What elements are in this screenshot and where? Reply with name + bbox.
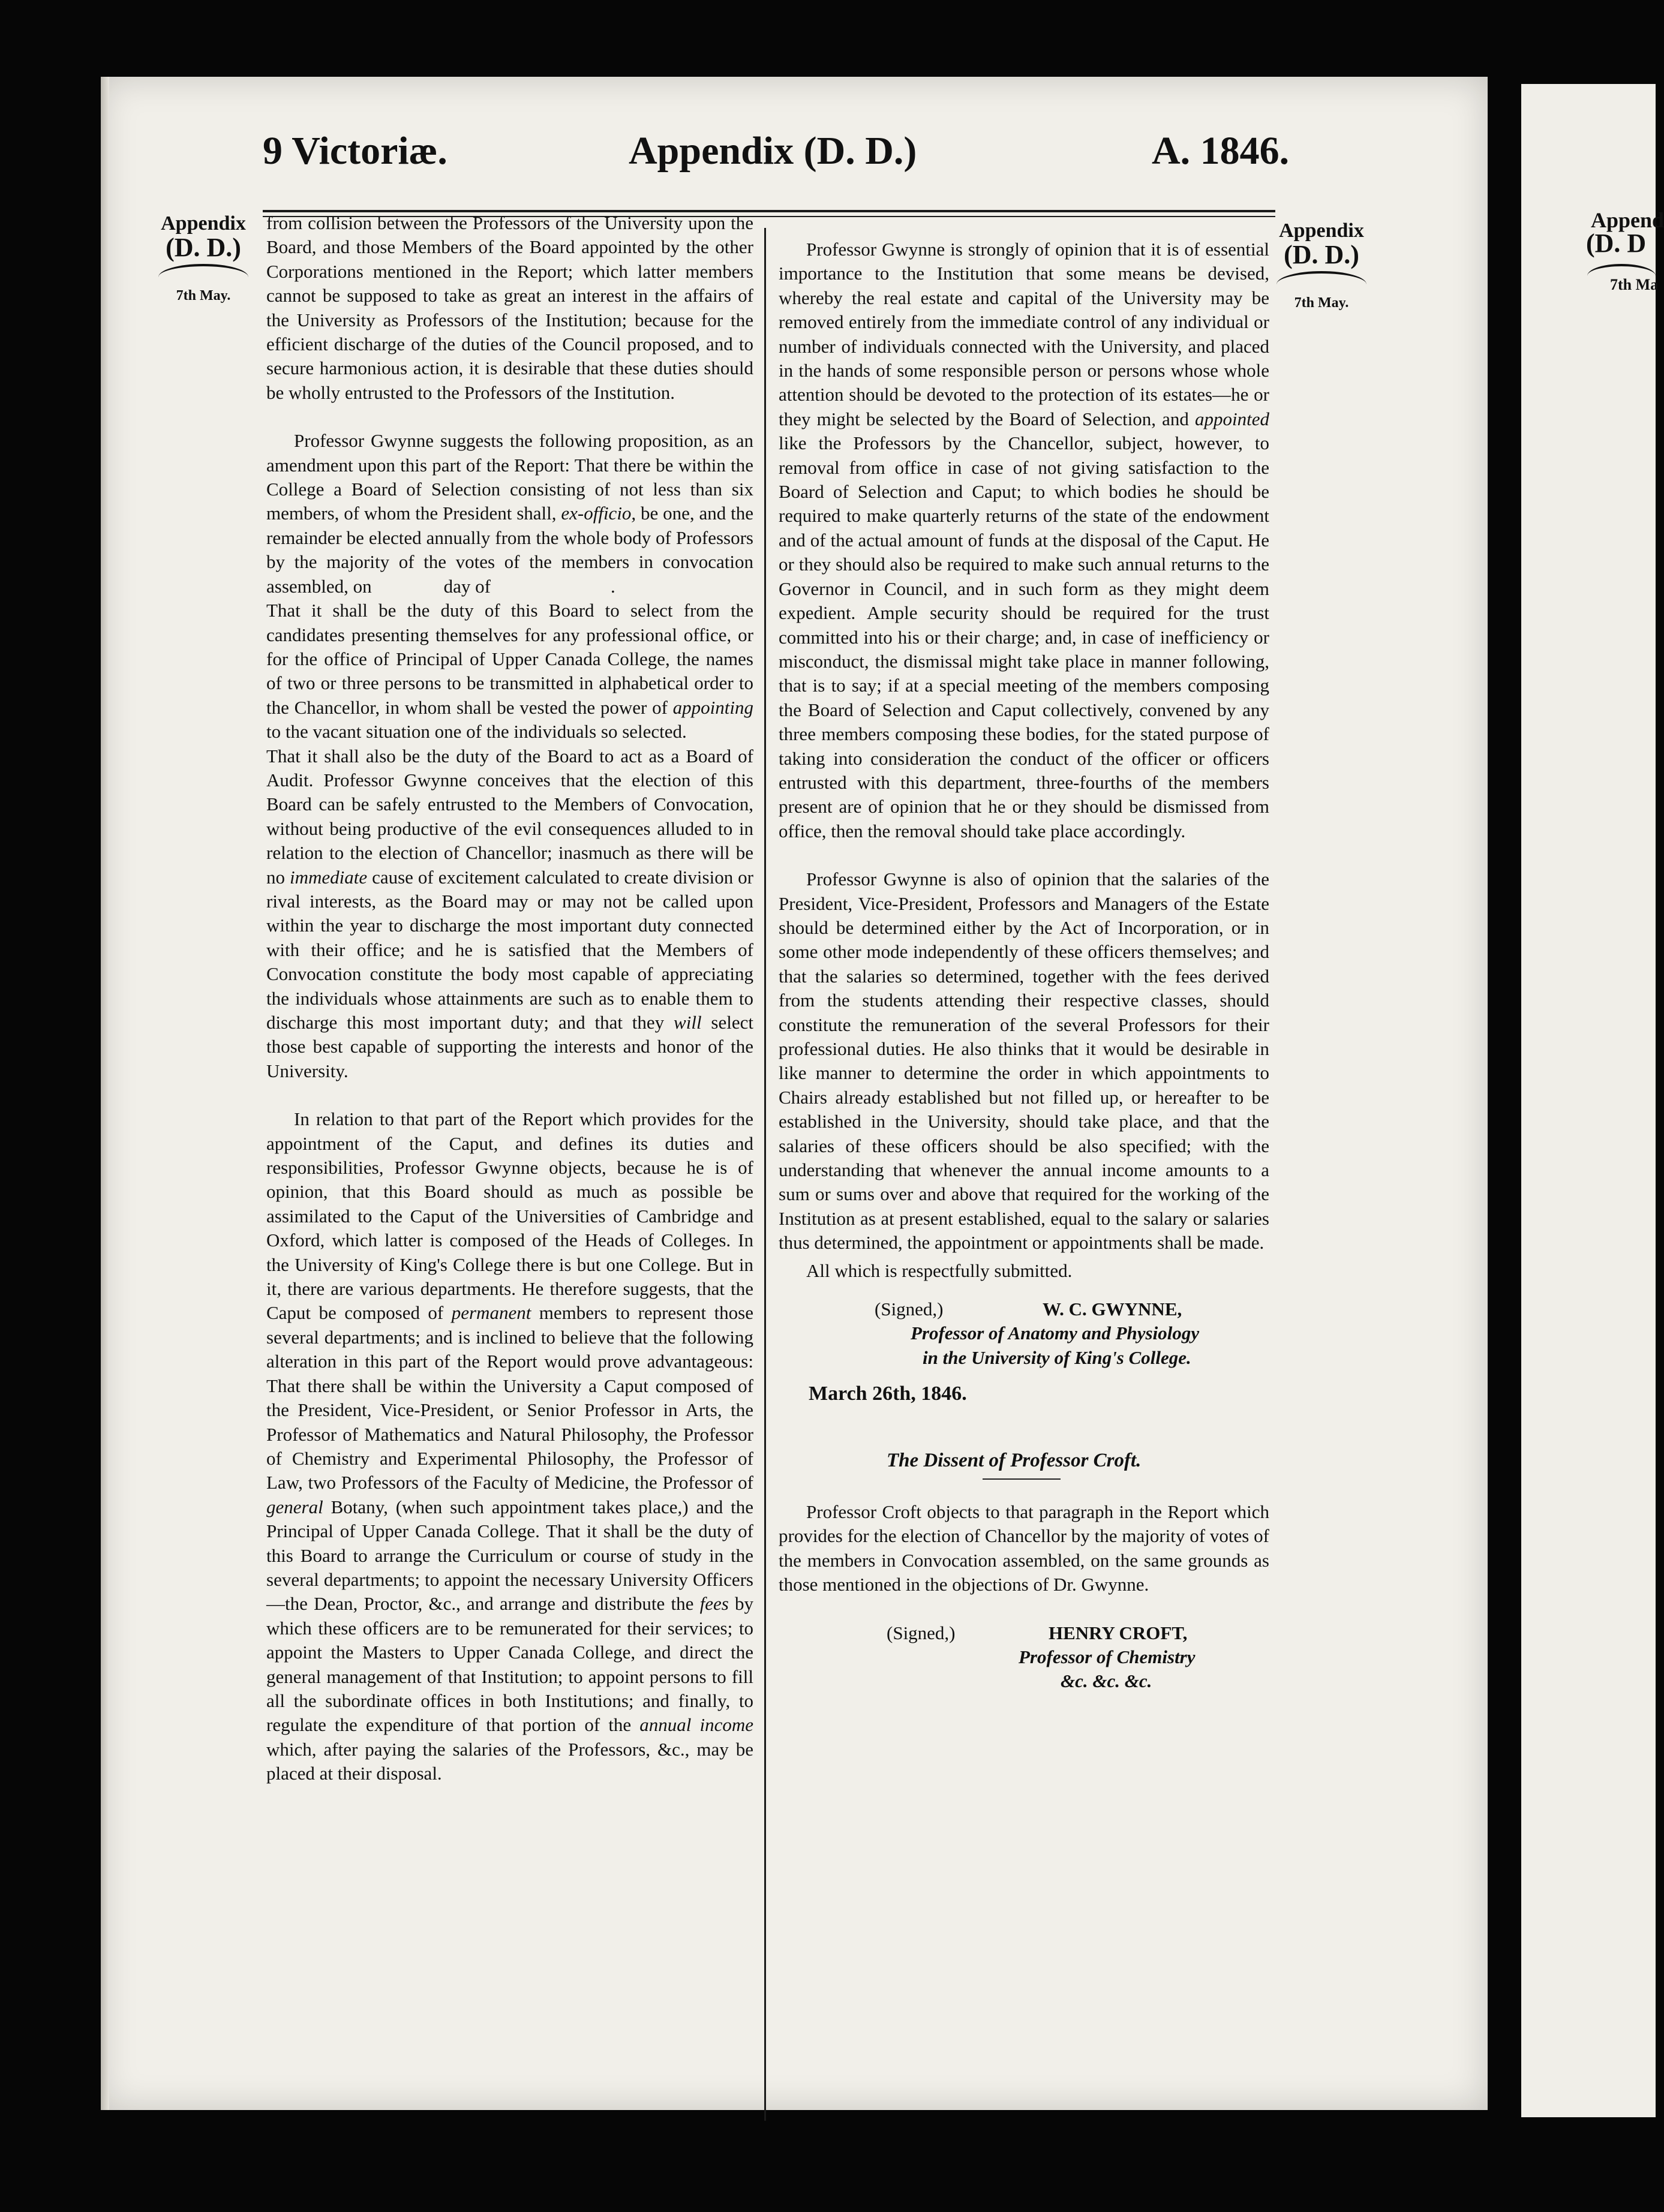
paragraph: Professor Gwynne is strongly of opinion that it is of essential importance to the Institution that some means be devised, whereby the real estate and capital of the University may be removed entirely from the immediate control of any individual or number of individuals connected with the University, and placed in the hands of some responsible person or persons whose whole attention should be devoted to the protection of its estates—he or they might be selected by the Board of Selection, and appointed like the Professors by the Chancellor, subject, however, to removal from office in case of not giving satisfaction to the Board of Selection and Caput; to which bodies he should be required to make quarterly returns of the state of the endowment and of the actual amount of funds at the disposal of the Caput. He or they should also be required to make such annual returns to the Governor in Council, and in such form as they might deem expedient. Ample security should be required for the trust committed into his or their charge; and, in case of inefficiency or misconduct, the dismissal might take place in manner following, that is to say; if at a special meeting of the members composing the Board of Selection and Caput collectively, convened by any three members composing these bodies, for the stated purpose of taking into consideration the conduct of the officer or officers entrusted with this department, three-fourths of the members present are of opinion that he or they should be dismissed from office, then the removal should take place accordingly. xyxy=(779,239,1269,841)
signature-title: in the University of King's College. xyxy=(923,1347,1191,1368)
brace-mark xyxy=(1587,264,1656,276)
margin-ref: (D. D.) xyxy=(166,233,241,262)
margin-date: 7th May. xyxy=(1294,295,1349,311)
heading-rule xyxy=(983,1478,1061,1480)
margin-label: Append xyxy=(1591,208,1664,232)
signature-title: Professor of Chemistry xyxy=(1019,1646,1196,1668)
margin-note-left xyxy=(152,212,254,304)
paragraph: Professor Gwynne is also of opinion that the salaries of the President, Vice-President, Professors and Managers of the Estate should be determined either by the Act of Incorporation, or in some other mode independently of these officers themselves; and that the salaries so determined, together with the fees derived from the students attending their respective classes, should constitute the remuneration of the several Professors for their professional duties. He also thinks that it would be desirable in like manner to determine the order in which appointments to Chairs already established but not filled up, or hereafter to be established in the University, should take place, and that the salaries of these officers should be also specified; with the understanding that whenever the annual income amounts to a sum or sums over and above that required for the working of the Institution as at present established, equal to the salary or salaries thus determined, the appointment or appointments shall be made. xyxy=(779,868,1269,1254)
running-head-session: 9 Victoriæ. xyxy=(263,129,447,173)
margin-date: 7th Ma xyxy=(1610,276,1659,293)
signature-croft: (Signed,) HENRY CROFT, xyxy=(887,1622,1188,1643)
signature-title: &c. &c. &c. xyxy=(1061,1670,1152,1692)
margin-note-right xyxy=(1270,220,1372,311)
margin-date: 7th May. xyxy=(176,288,231,303)
paragraph: Professor Gwynne suggests the following proposition, as an amendment upon this part of the Report: That there be within the College a Board of Selection consisting of not less than six members, of whom the President shall, ex-officio, be one, and the remainder be elected annually from the whole body of Professors by the majority of the votes of the members in convocation assembled, on day of . xyxy=(266,430,753,597)
paragraph: Professor Croft objects to that paragraph in the Report which provides for the election of Chancellor by the majority of votes of the members in Convocation assembled, on the same grounds as those mentioned in the objections of Dr. Gwynne. xyxy=(779,1501,1269,1595)
margin-ref: (D. D.) xyxy=(1284,240,1359,269)
document-page xyxy=(101,77,1488,2110)
section-heading: The Dissent of Professor Croft. xyxy=(887,1449,1142,1471)
signature-gwynne: (Signed,) W. C. GWYNNE, xyxy=(875,1299,1182,1320)
running-head-year: A. 1846. xyxy=(1152,129,1290,173)
paragraph: That it shall also be the duty of the Board to act as a Board of Audit. Professor Gwynne conceives that the election of this Board can be safely entrusted to the Members of Convocation, without being productive of the evil consequences alluded to in relation to the election of Chancellor; inasmuch as there will be no immediate cause of excitement calculated to create division or rival interests, as the Board may or may not be called upon within the year to discharge the most important duty connected with their office; and he is satisfied that the Members of Convocation constitute the body most capable of appreciating the individuals whose attainments are such as to enable them to discharge this most important duty; and that they will select those best capable of supporting the interests and honor of the University. xyxy=(266,745,754,1081)
paragraph: That it shall be the duty of this Board to select from the candidates presenting themselves for any professional office, or for the office of Principal of Upper Canada College, the names of two or three persons to be transmitted in alphabetical order to the Chancellor, in whom shall be vested the power of appointing to the vacant situation one of the individuals so selected. xyxy=(266,600,753,743)
brace-mark xyxy=(158,264,248,277)
date-line: March 26th, 1846. xyxy=(809,1382,967,1405)
right-column xyxy=(779,238,1269,1694)
margin-label: Appendix xyxy=(161,212,246,235)
signature-title: Professor of Anatomy and Physiology xyxy=(911,1323,1200,1344)
left-column xyxy=(266,211,753,1786)
column-divider xyxy=(764,228,766,2121)
paragraph: from collision between the Professors of the University upon the Board, and those Members of the Board appointed by the other Corporations mentioned in the Report; which latter members cannot be supposed to take as great an interest in the affairs of the University as Professors of the Institution; because for the efficient discharge of the duties of the Council proposed, and to secure harmonious action, it is desirable that these duties should be wholly entrusted to the Professors of the Institution. xyxy=(266,212,753,403)
margin-ref: (D. D xyxy=(1586,229,1647,258)
closing-line: All which is respectfully submitted. xyxy=(806,1260,1073,1281)
adjacent-page-edge xyxy=(1521,84,1664,2117)
brace-mark xyxy=(1276,271,1366,284)
running-head-appendix: Appendix (D. D.) xyxy=(629,129,917,173)
margin-label: Appendix xyxy=(1279,220,1364,242)
paragraph: In relation to that part of the Report which provides for the appointment of the Caput, and defines its duties and responsibilities, Professor Gwynne objects, because he is of opinion, that this Board should as much as possible be assimilated to the Caput of the Universities of Cambridge and Oxford, which latter is composed of the Heads of Colleges. In the University of King's College there is but one College. But in it, there are various departments. He therefore suggests, that the Caput be composed of permanent members to represent those several departments; and is inclined to believe that the following alteration in this part of the Report would prove advantageous: That there shall be within the University a Caput composed of the President, Vice-President, or Senior Professor in Arts, the Professor of Mathematics and Natural Philosophy, the Professor of Chemistry and Experimental Philosophy, the Professor of Law, two Professors of the Faculty of Medicine, the Professor of general Botany, (when such appointment takes place,) and the Principal of Upper Canada College. That it shall be the duty of this Board to arrange the Curriculum or course of study in the several departments; to appoint the necessary University Officers—the Dean, Proctor, &c., and arrange and distribute the fees by which these officers are to be remunerated for their services; to appoint the Masters to Upper Canada College, and direct the general management of that Institution; to appoint persons to fill all the subordinate offices in both Institutions; and finally, to regulate the expenditure of that portion of the annual income which, after paying the salaries of the Professors, &c., may be placed at their disposal. xyxy=(266,1108,754,1784)
